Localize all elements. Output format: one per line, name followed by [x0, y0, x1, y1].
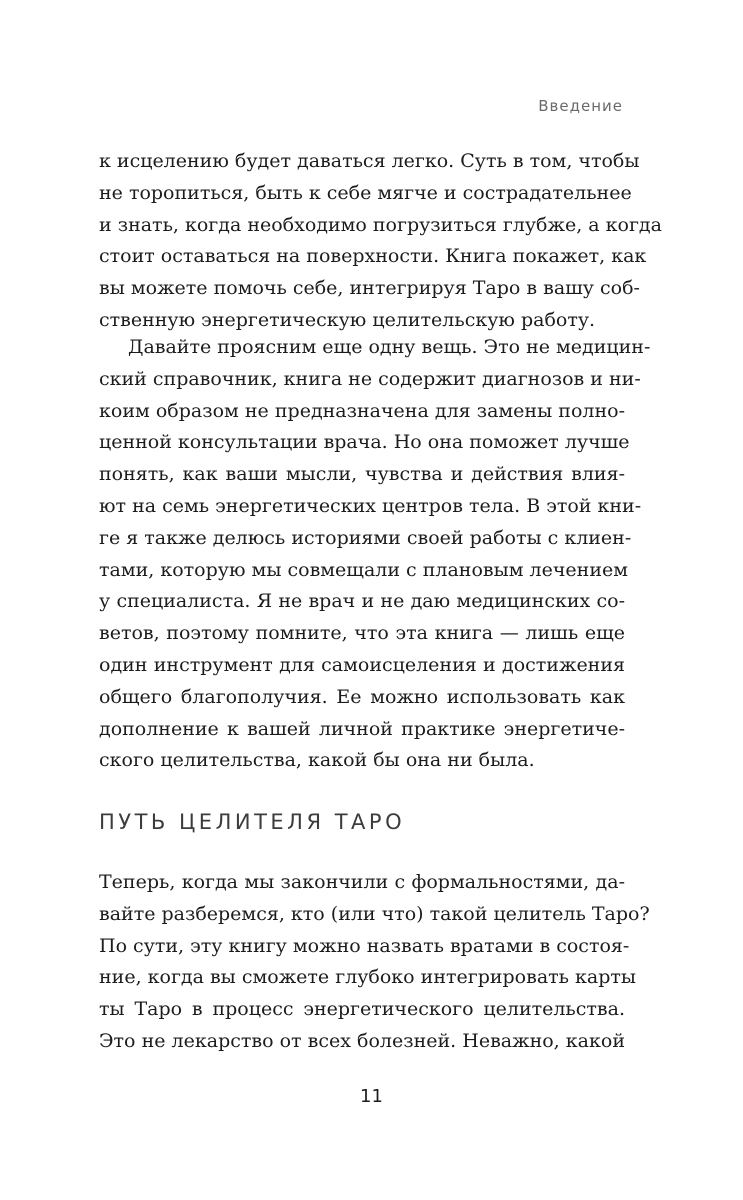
section-heading: ПУТЬ ЦЕЛИТЕЛЯ ТАРО: [99, 810, 406, 834]
text-line: дополнение к вашей личной практике энергетиче-: [99, 717, 625, 740]
text-line: Это не лекарство от всех болезней. Неважно, какой: [99, 1029, 625, 1052]
text-line: вайте разберемся, кто (или что) такой целитель Таро?: [99, 902, 650, 925]
text-line: коим образом не предназначена для замены полно-: [99, 399, 625, 422]
paragraph-1: [99, 146, 662, 337]
text-line: один инструмент для самоисцеления и достижения: [99, 653, 625, 676]
paragraph-2: [99, 332, 651, 777]
text-line: у специалиста. Я не врач и не даю медицинских со-: [99, 590, 625, 613]
text-line: Теперь, когда мы закончили с формальностями, да-: [99, 871, 625, 893]
text-line: ского целительства, какой бы она ни была.: [99, 749, 535, 772]
text-line: Давайте проясним еще одну вещь. Это не медицин-: [128, 336, 651, 358]
text-line: общего благополучия. Ее можно использовать как: [99, 685, 625, 708]
page-number: 11: [360, 1086, 383, 1107]
text-line: ский справочник, книга не содержит диагнозов и ни-: [99, 367, 641, 390]
text-line: тами, которую мы совмещали с плановым лечением: [99, 558, 629, 581]
paragraph-3: [99, 867, 650, 1058]
text-line: не торопиться, быть к себе мягче и сострадательнее: [99, 181, 632, 204]
text-line: По сути, эту книгу можно назвать вратами в состоя-: [99, 934, 630, 957]
text-line: ты Таро в процесс энергетического целительства.: [99, 998, 625, 1021]
text-line: ветов, поэтому помните, что эта книга — лишь еще: [99, 622, 625, 645]
text-line: ценной консультации врача. Но она поможет лучше: [99, 431, 630, 454]
running-head: Введение: [538, 97, 623, 115]
text-line: ют на семь энергетических центров тела. В этой кни-: [99, 494, 642, 517]
text-line: стоит оставаться на поверхности. Книга покажет, как: [99, 245, 647, 268]
text-line: вы можете помочь себе, интегрируя Таро в вашу соб-: [99, 277, 640, 300]
text-line: понять, как ваши мысли, чувства и действия влия-: [99, 463, 625, 486]
text-line: ге я также делюсь историями своей работы с клиен-: [99, 526, 632, 549]
text-line: ственную энергетическую целительскую работу.: [99, 308, 596, 331]
text-line: и знать, когда необходимо погрузиться глубже, а когда: [99, 213, 662, 236]
text-line: ние, когда вы сможете глубоко интегрировать карты: [99, 966, 637, 989]
text-line: к исцелению будет даваться легко. Суть в том, чтобы: [99, 150, 640, 172]
